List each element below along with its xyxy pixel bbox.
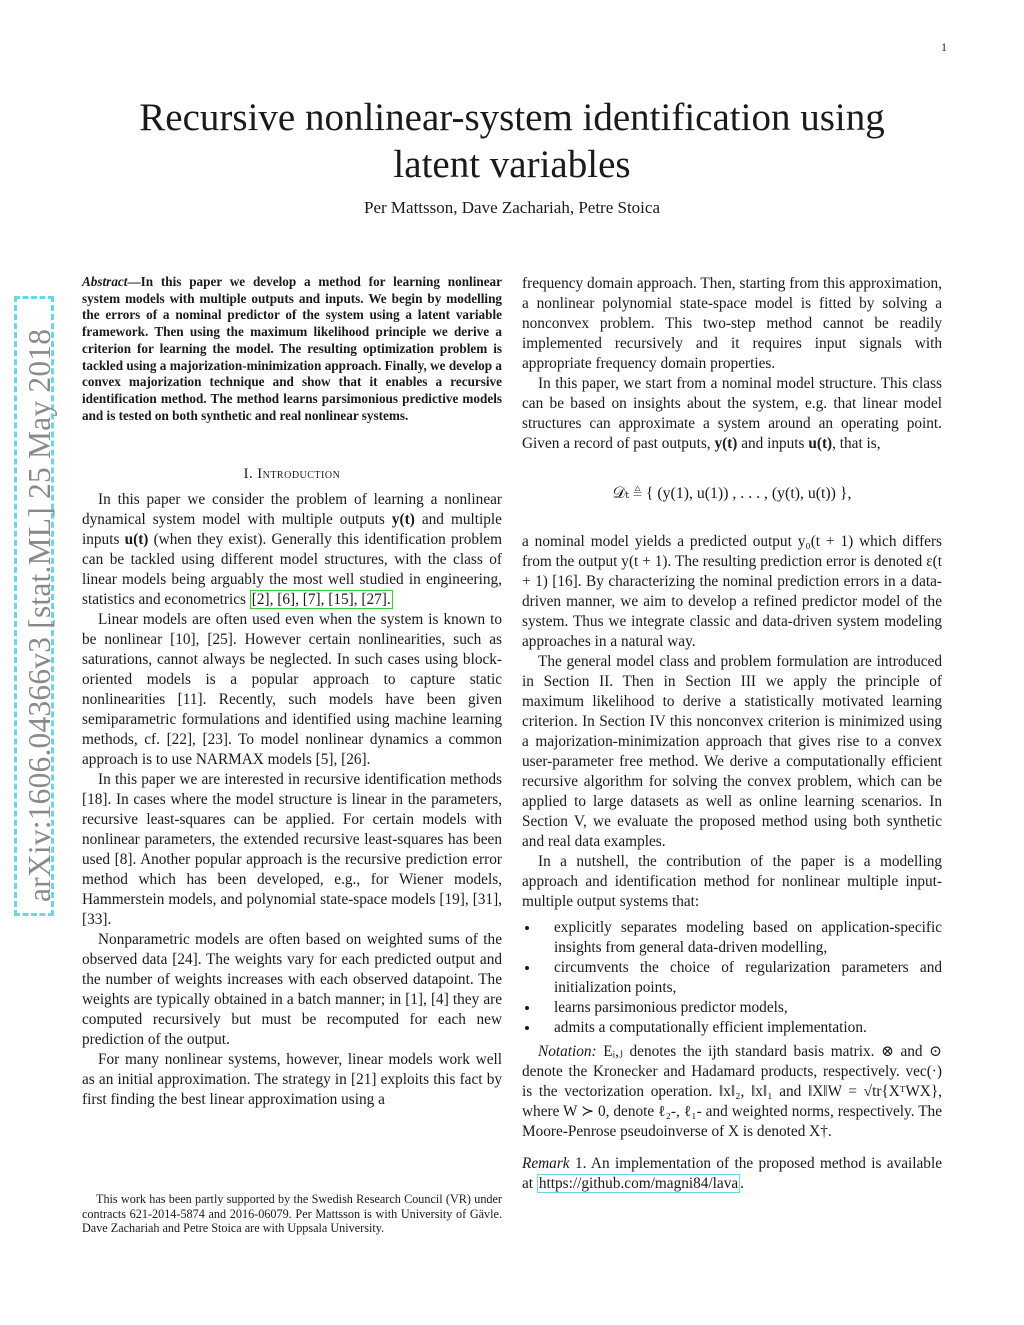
list-item: • learns parsimonious predictor models, — [540, 998, 942, 1018]
equation-dataset: 𝒟ₜ ≜ { (y(1), u(1)) , . . . , (y(t), u(t)) }, — [612, 485, 852, 502]
right-column — [522, 274, 942, 1194]
remark-text: 1. An implementation of the proposed method is available at — [522, 1155, 942, 1192]
right-paragraph-1 — [522, 374, 942, 454]
right-paragraph-3: The general model class and problem formulation are introduced in Section II. Then in Section III we apply the principle of maximum likelihood to derive a statistically motivated learning criterion. In Section IV this nonconvex criterion is minimized using a majorization-minimization approach that gives rise to a convex user-parameter free method. We derive a computationally efficient recursive algorithm for solving the convex problem, which can be applied to large datasets as well as online learning scenarios. In Section V, we evaluate the proposed method using both synthetic and real data examples. — [522, 653, 942, 850]
right-p1-text-a: In this paper, we start from a nominal model structure. This class can be based on insights about the system, e.g. that linear model structures can approximate a system around an operating point. Given a record of past outputs, — [522, 375, 942, 452]
notation-paragraph — [522, 1042, 942, 1142]
math-y-t: y(t) — [391, 511, 415, 529]
list-item: • circumvents the choice of regularization parameters and initialization points, — [540, 958, 942, 998]
section-title: Introduction — [257, 466, 341, 483]
page-number: 1 — [941, 40, 947, 54]
right-p1-text-b: and inputs — [737, 435, 809, 452]
remark-lead: Remark — [522, 1155, 570, 1172]
left-column — [82, 274, 502, 1110]
remark-paragraph — [522, 1154, 942, 1194]
arxiv-stamp[interactable]: arXiv:1606.04366v3 [stat.ML] 25 May 2018 — [22, 328, 57, 902]
remark-end: . — [740, 1175, 744, 1192]
intro-paragraph-5: For many nonlinear systems, however, linear models work well as an initial approximation. The strategy in [21] exploits this fact by first finding the best linear approximation using a — [82, 1051, 502, 1109]
section-number: I. — [243, 466, 254, 483]
contribution-list — [522, 918, 942, 1038]
paper-title: Recursive nonlinear-system identification using latent variables — [139, 96, 885, 186]
intro-paragraph-3: In this paper we are interested in recursive identification methods [18]. In cases where the model structure is linear in the parameters, recursive least-squares can be applied. For certain models with nonlinear parameters, the extended recursive least-squares has been used [8]. Another popular approach is the recursive prediction error method which has been developed, e.g., for Wiener models, Hammerstein models, and polynomial state-space models [19], [31], [33]. — [82, 771, 502, 929]
abstract-lead: Abstract — [82, 274, 128, 289]
intro-p1-text-a: In this paper we consider the problem of learning a nonlinear dynamical system model with multiple outputs — [82, 491, 502, 529]
math-u-t-2: u(t) — [808, 435, 833, 452]
citation-link-group[interactable]: [2], [6], [7], [15], [27]. — [251, 591, 391, 609]
math-u-t: u(t) — [124, 531, 149, 549]
paper-authors: Per Mattsson, Dave Zachariah, Petre Stoica — [364, 198, 660, 217]
notation-lead: Notation: — [538, 1043, 597, 1060]
intro-paragraph-4: Nonparametric models are often based on weighted sums of the observed data [24]. The weights vary for each predicted output and the number of weights increases with each observed datapoint. The weights are typically obtained in a batch manner; in [1], [4] they are computed recursively but must be recomputed for each new prediction of the output. — [82, 931, 502, 1049]
right-p1-text-c: , that is, — [832, 435, 881, 452]
abstract — [82, 274, 502, 424]
list-item: • explicitly separates modeling based on application-specific insights from general data-driven modelling, — [540, 918, 942, 958]
abstract-text: —In this paper we develop a method for learning nonlinear system models with multiple outputs and inputs. We begin by modelling the errors of a nominal predictor of the system using a latent variable framework. Then using the maximum likelihood principle we derive a criterion for learning the model. The resulting optimization problem is tackled using a majorization-minimization approach. Finally, we develop a convex majorization technique and show that it enables a recursive identification method. The method learns parsimonious predictive models and is tested on both synthetic and real nonlinear systems. — [82, 274, 502, 423]
right-paragraph-2: a nominal model yields a predicted output y₀(t + 1) which differs from the output y(t + 1). The resulting prediction error is denoted ε(t + 1) [16]. By characterizing the nominal prediction errors in a data-driven manner, we aim to develop a refined predictor model of the system. Thus we integrate classic and data-driven system modeling approaches in a natural way. — [522, 533, 942, 650]
list-item: • admits a computationally efficient implementation. — [540, 1018, 942, 1038]
intro-p1-text-b: and multiple inputs — [82, 511, 502, 549]
intro-p1-text-c: (when they exist). Generally this identification problem can be tackled using different model structures, with the class of linear models being arguably the most well studied in engineering, statistics and econometrics — [82, 531, 502, 609]
section-heading-introduction — [82, 464, 502, 484]
intro-paragraph-1 — [82, 490, 502, 610]
right-paragraph-0: frequency domain approach. Then, starting from this approximation, a nonlinear polynomial state-space model is fitted by solving a nonconvex problem. This two-step method cannot be readily implemented recursively and it requires input signals with appropriate frequency domain properties. — [522, 275, 942, 372]
intro-paragraph-2: Linear models are often used even when the system is known to be nonlinear [10], [25]. However certain nonlinearities, such as saturations, cannot always be neglected. In such cases using block-oriented models is a popular approach to capture static nonlinearities [11]. Recently, such models have been given semiparametric formulations and identified using machine learning methods, cf. [22], [23]. To model nonlinear dynamics a common approach is to use NARMAX models [5], [26]. — [82, 611, 502, 769]
notation-text: Eᵢ,ⱼ denotes the ijth standard basis matrix. ⊗ and ⊙ denote the Kronecker and Hadamard products, respectively. vec(·) is the vectorization operation. ‖x‖₂, ‖x‖₁ and ‖X‖W = √tr{XᵀWX}, where W ≻ 0, denote ℓ₂-, ℓ₁- and weighted norms, respectively. The Moore-Penrose pseudoinverse of X is denoted X†. — [522, 1043, 942, 1140]
math-y-t-2: y(t) — [714, 435, 738, 452]
right-paragraph-4: In a nutshell, the contribution of the paper is a modelling approach and identification method for nonlinear multiple input-multiple output systems that: — [522, 853, 942, 910]
repository-link[interactable]: https://github.com/magni84/lava — [538, 1175, 739, 1192]
footnote: This work has been partly supported by the Swedish Research Council (VR) under contracts 621-2014-5874 and 2016-06079. Per Mattsson is with University of Gävle. Dave Zachariah and Petre Stoica are with Uppsala University. — [82, 1192, 502, 1235]
